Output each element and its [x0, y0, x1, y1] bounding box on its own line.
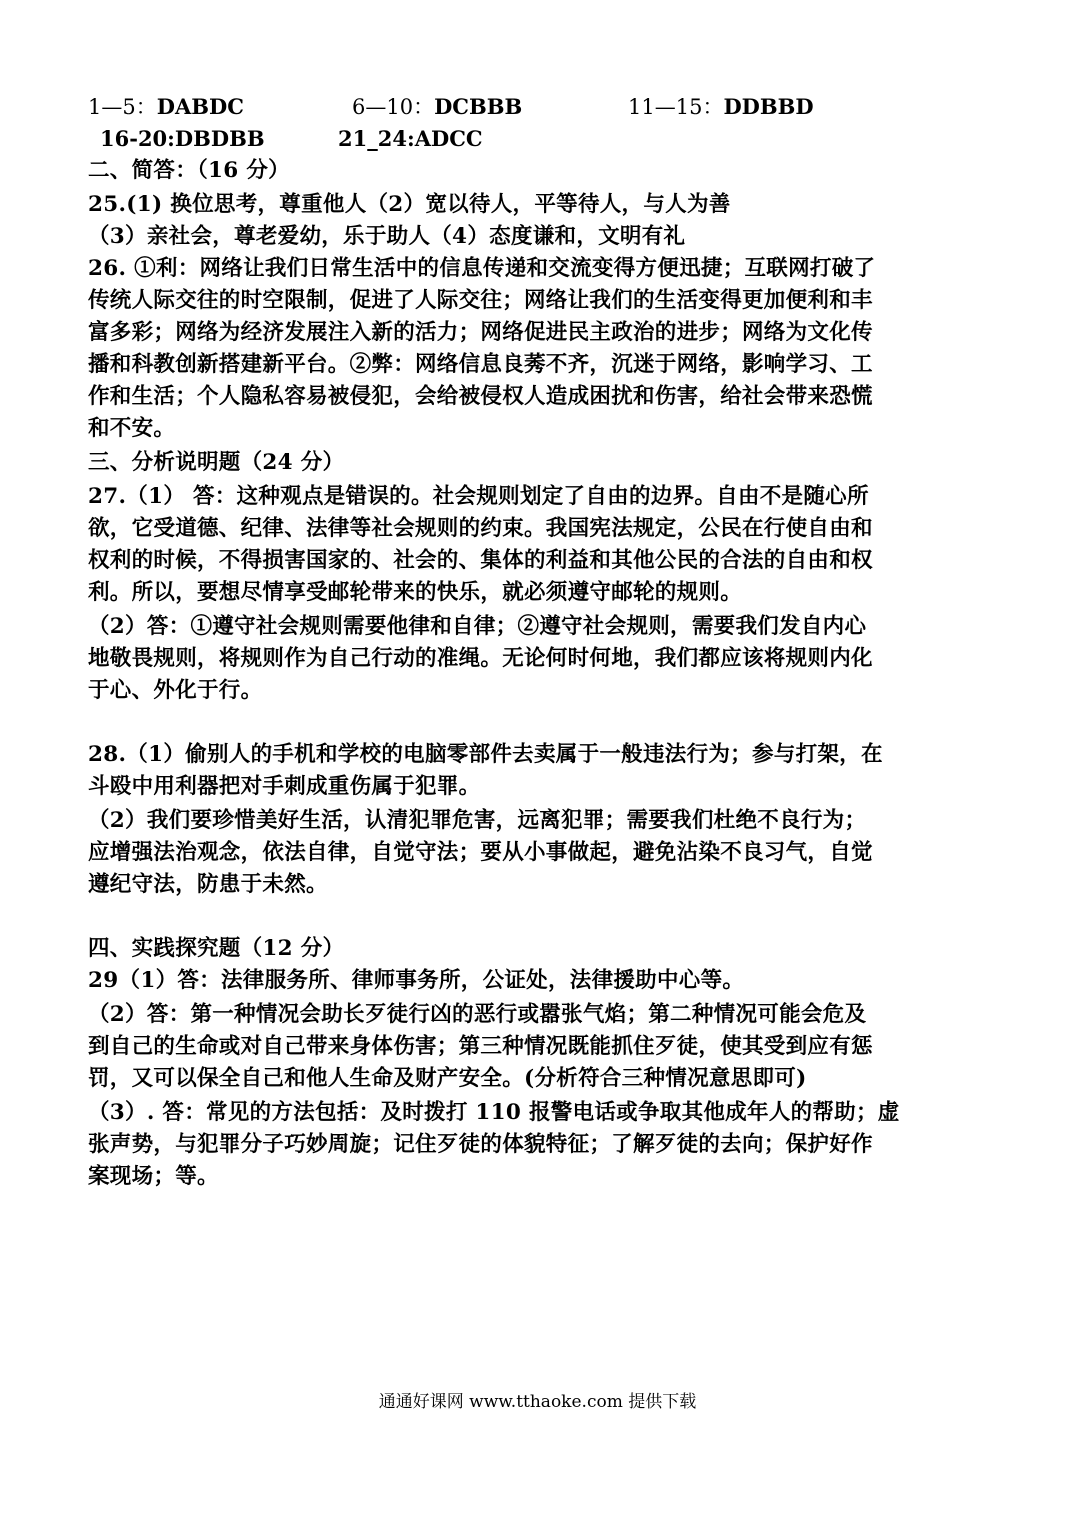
- answer-line: 权利的时候，不得损害国家的、社会的、集体的利益和其他公民的合法的自由和权: [88, 548, 873, 573]
- answer-line: 遵纪守法，防患于未然。: [88, 872, 328, 897]
- answer-line: 应增强法治观念，依法自律，自觉守法；要从小事做起，避免沾染不良习气，自觉: [88, 840, 873, 865]
- answer-line: 案现场；等。: [88, 1164, 219, 1189]
- download-footer: 通通好课网 www.tthaoke.com 提供下载: [378, 1392, 697, 1412]
- answer-line: 利。所以，要想尽情享受邮轮带来的快乐，就必须遵守邮轮的规则。: [88, 580, 743, 605]
- answer-line: （3）. 答：常见的方法包括：及时拨打 110 报警电话或争取其他成年人的帮助；虚: [88, 1100, 900, 1125]
- mc-answer-group-1: [88, 92, 244, 122]
- answer-line: 张声势，与犯罪分子巧妙周旋；记住歹徒的体貌特征；了解歹徒的去向；保护好作: [88, 1132, 873, 1157]
- section-heading-short-answer: 二、简答：（16 分）: [88, 158, 290, 183]
- answer-line: 斗殴中用利器把对手刺成重伤属于犯罪。: [88, 774, 481, 799]
- mc-answer-group-2: [352, 92, 522, 122]
- answer-line: （3）亲社会，尊老爱幼，乐于助人（4）态度谦和，文明有礼: [88, 224, 686, 249]
- answer-line: 26. ①利：网络让我们日常生活中的信息传递和交流变得方便迅捷；互联网打破了: [88, 256, 876, 281]
- section-heading-analysis: 三、分析说明题（24 分）: [88, 450, 345, 475]
- answer-line: 于心、外化于行。: [88, 678, 263, 703]
- mc-range-label: 1—5：: [88, 95, 157, 119]
- mc-answer-group-4: [100, 124, 265, 154]
- mc-range-label: 16-20:: [100, 126, 175, 151]
- answer-line: （2）我们要珍惜美好生活，认清犯罪危害，远离犯罪；需要我们杜绝不良行为；: [88, 808, 867, 833]
- mc-answers: DBDBB: [174, 126, 265, 151]
- mc-answers: DDBBD: [723, 94, 814, 119]
- mc-answers: DABDC: [156, 94, 244, 119]
- mc-answer-group-3: [628, 92, 814, 122]
- mc-range-label: 6—10：: [352, 95, 435, 119]
- answer-line: 25.(1) 换位思考，尊重他人（2）宽以待人，平等待人，与人为善: [88, 192, 731, 217]
- answer-line: 28.（1）偷别人的手机和学校的电脑零部件去卖属于一般违法行为；参与打架，在: [88, 742, 883, 767]
- answer-line: 到自己的生命或对自己带来身体伤害；第三种情况既能抓住歹徒，使其受到应有惩: [88, 1034, 873, 1059]
- mc-answers: ADCC: [414, 126, 483, 151]
- mc-answers: DCBBB: [434, 94, 523, 119]
- answer-line: 罚，又可以保全自己和他人生命及财产安全。(分析符合三种情况意思即可): [88, 1066, 807, 1091]
- answer-line: 富多彩；网络为经济发展注入新的活力；网络促进民主政治的进步；网络为文化传: [88, 320, 873, 345]
- answer-line: 播和科教创新搭建新平台。②弊：网络信息良莠不齐，沉迷于网络，影响学习、工: [88, 352, 873, 377]
- mc-range-label: 21_24:: [338, 126, 415, 151]
- answer-line: 地敬畏规则，将规则作为自己行动的准绳。无论何时何地，我们都应该将规则内化: [88, 646, 873, 671]
- mc-answer-group-5: [338, 124, 483, 154]
- answer-line: （2）答：①遵守社会规则需要他律和自律；②遵守社会规则，需要我们发自内心: [88, 614, 867, 639]
- answer-line: 29（1）答：法律服务所、律师事务所，公证处，法律援助中心等。: [88, 968, 745, 993]
- answer-line: 传统人际交往的时空限制，促进了人际交往；网络让我们的生活变得更加便利和丰: [88, 288, 873, 313]
- answer-line: （2）答：第一种情况会助长歹徒行凶的恶行或嚣张气焰；第二种情况可能会危及: [88, 1002, 867, 1027]
- section-heading-practice: 四、实践探究题（12 分）: [88, 936, 345, 961]
- answer-line: 27.（1） 答：这种观点是错误的。社会规则划定了自由的边界。自由不是随心所: [88, 484, 869, 509]
- answer-line: 欲，它受道德、纪律、法律等社会规则的约束。我国宪法规定，公民在行使自由和: [88, 516, 873, 541]
- answer-line: 和不安。: [88, 416, 176, 441]
- mc-range-label: 11—15：: [628, 95, 724, 119]
- answer-line: 作和生活；个人隐私容易被侵犯，会给被侵权人造成困扰和伤害，给社会带来恐慌: [88, 384, 873, 409]
